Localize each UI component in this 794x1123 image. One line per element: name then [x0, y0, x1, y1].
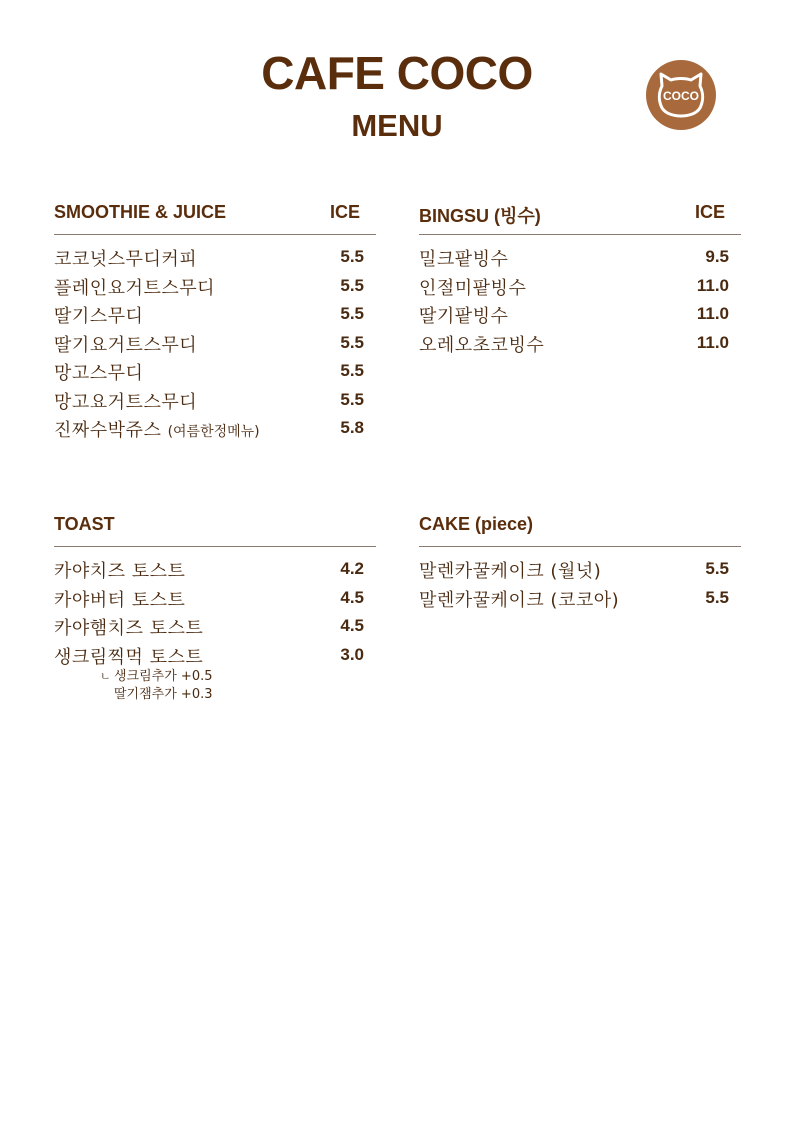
menu-item [419, 557, 741, 586]
item-price: 11.0 [696, 332, 729, 352]
menu-item [54, 614, 376, 643]
menu-item [54, 416, 376, 445]
section-header [54, 200, 376, 235]
section-toast [54, 512, 376, 671]
item-price: 5.5 [705, 559, 729, 578]
item-price: 4.2 [340, 559, 364, 578]
item-name: 딸기팥빙수 [419, 306, 509, 327]
extra-line [100, 686, 213, 704]
item-price: 5.5 [340, 247, 364, 266]
item-name: 코코넛스무디커피 [54, 249, 198, 270]
menu-item [419, 274, 741, 303]
item-price: 5.8 [340, 418, 364, 437]
item-name: 밀크팥빙수 [419, 249, 509, 270]
section-title: BINGSU (빙수) [419, 206, 541, 226]
item-price: 5.5 [705, 587, 729, 607]
menu-item [419, 331, 741, 360]
section-title: SMOOTHIE & JUICE [54, 202, 227, 222]
menu-item [54, 245, 376, 274]
menu-item [54, 331, 376, 360]
item-name: 오레오초코빙수 [419, 334, 545, 356]
item-name: 카야치즈 토스트 [54, 561, 186, 582]
item-price: 5.5 [340, 361, 364, 380]
item-name: 딸기요거트스무디 [54, 334, 198, 356]
extra-line [100, 668, 213, 686]
section-header [419, 200, 741, 235]
item-price: 4.5 [340, 616, 364, 635]
item-price: 11.0 [696, 275, 729, 295]
section-column-label: ICE [694, 202, 725, 222]
item-name: 카야버터 토스트 [54, 589, 186, 611]
section-title: CAKE (piece) [419, 514, 534, 534]
item-name: 망고요거트스무디 [54, 391, 198, 413]
item-name: 말렌카꿀케이크 (월넛) [419, 561, 602, 582]
menu-item [54, 643, 376, 672]
section-header [54, 512, 376, 547]
item-name: 말렌카꿀케이크 (코코아) [419, 589, 620, 611]
item-name: 진짜수박쥬스 [54, 420, 162, 441]
section-title: TOAST [54, 514, 115, 534]
toast-extras [100, 668, 213, 704]
section-bingsu [419, 200, 741, 359]
menu-item [54, 388, 376, 417]
item-price: 5.5 [340, 304, 364, 323]
extra-text: 생크림추가 +0.5 [114, 669, 213, 684]
item-price: 5.5 [340, 275, 364, 295]
section-column-label: ICE [329, 202, 360, 222]
item-name: 딸기스무디 [54, 306, 144, 327]
menu-item [419, 245, 741, 274]
menu-item [54, 557, 376, 586]
item-name: 생크림찍먹 토스트 [54, 646, 204, 668]
section-smoothie-juice [54, 200, 376, 445]
item-name-wrap [54, 416, 260, 442]
menu-item [54, 359, 376, 388]
section-cake [419, 512, 741, 614]
cafe-title: CAFE COCO [261, 47, 533, 99]
menu-subtitle: MENU [351, 108, 443, 143]
item-note: (여름한정메뉴) [167, 424, 260, 440]
logo-text: COCO [663, 89, 699, 103]
item-price: 11.0 [696, 304, 729, 323]
item-name: 카야햄치즈 토스트 [54, 618, 204, 639]
section-header [419, 512, 741, 547]
item-price: 5.5 [340, 332, 364, 352]
menu-item [54, 302, 376, 331]
item-price: 5.5 [340, 389, 364, 409]
item-name: 플레인요거트스무디 [54, 277, 215, 299]
menu-item [419, 586, 741, 615]
sub-item-mark: ㄴ [100, 670, 111, 683]
item-price: 4.5 [340, 587, 364, 607]
menu-item [54, 274, 376, 303]
item-name: 망고스무디 [54, 363, 144, 384]
extra-text: 딸기잼추가 +0.3 [114, 687, 213, 702]
cat-logo-icon [646, 60, 716, 130]
item-price: 3.0 [340, 644, 364, 664]
menu-item [54, 586, 376, 615]
item-price: 9.5 [705, 247, 729, 266]
item-name: 인절미팥빙수 [419, 277, 527, 299]
menu-item [419, 302, 741, 331]
